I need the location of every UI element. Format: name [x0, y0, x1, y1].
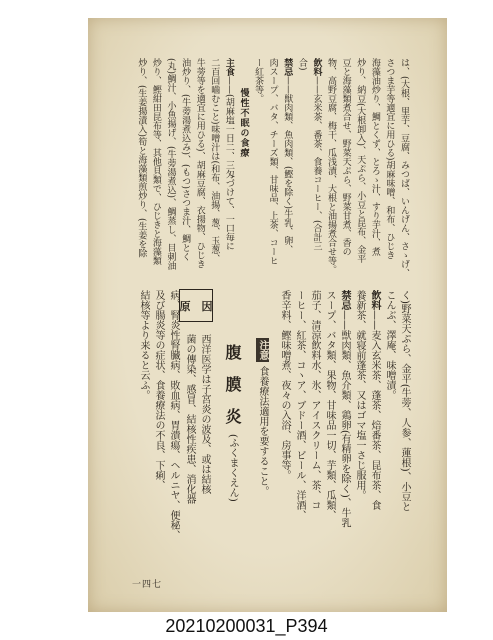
section-title-reading: (ふくまくえん) — [227, 434, 238, 502]
text-column — [367, 58, 382, 284]
cause-label-box — [179, 289, 213, 322]
text-column — [367, 290, 382, 554]
text-column — [280, 58, 295, 284]
column-text: 炒り、納豆(大根卸入)、天ぷら、小豆と昆布、金平 — [355, 58, 366, 264]
text-column — [352, 290, 367, 554]
text-column — [353, 58, 368, 284]
text-column: 結核等より来ると云ふ。 — [138, 290, 149, 400]
column-text: 合) — [296, 58, 307, 71]
upper-text-block — [133, 58, 411, 284]
text-column — [265, 58, 280, 284]
column-label: 飲料 — [369, 290, 380, 310]
text-column — [338, 58, 353, 284]
text-column — [337, 290, 352, 554]
text-column: 及び腸炎等の症状、食養療法の不良、下痢、 — [153, 290, 164, 490]
text-column — [397, 290, 412, 554]
column-text: スープ、バタ類、果物、甘味品一切、芋類、瓜類、 — [324, 290, 335, 520]
text-column — [250, 58, 265, 284]
text-column — [163, 58, 178, 284]
column-text: 物、高野豆腐、梅干、瓜浅漬、大根と油揚煮合せ等。 — [326, 58, 337, 274]
column-text: 養新茶、就寝前蓬茶、又はゴマ塩一さじ服用。 — [354, 290, 365, 500]
text-column — [221, 58, 236, 284]
image-caption: 20210200031_P394 — [165, 616, 328, 636]
page-number: 一四七 — [132, 580, 163, 590]
text-column — [148, 58, 163, 284]
column-text: 牛蒡等を適宜に用ひる)、胡麻豆腐、衣揚物、ひじき — [194, 58, 205, 269]
column-text: 香辛料、鰹味噌煮、夜々の入浴、房事等。 — [279, 290, 290, 480]
column-text: く)野菜天ぷら、金平(牛蒡、人参、蓮根)、小豆と — [399, 290, 410, 512]
text-column — [309, 58, 324, 284]
text-column: 病、腎炎性腎臓病、敗血病、胃潰瘍、ヘルニヤ、便秘、 — [168, 290, 179, 540]
section-title-block — [221, 344, 243, 554]
section-title: 腹 膜 炎 — [223, 344, 242, 424]
column-text: ——麦入玄米茶、蓬茶、焙番茶、昆布茶、食 — [369, 310, 380, 510]
section-heading: 慢性不眠の食療 — [238, 88, 249, 158]
column-text: 肉スープ、バタ、チーズ類、甘味品、上茶、コーヒ — [267, 58, 278, 265]
column-text: 二百回嚙むこと)味噌汁は(和布、油揚、葱、玉葱、 — [209, 58, 220, 264]
text-column: 西洋医学は子宮炎の波及、或は結核 — [199, 334, 210, 494]
text-column — [382, 290, 397, 554]
column-label: 禁忌 — [282, 58, 293, 76]
column-text: 油炒り、(牛蒡湯煮込み)、(もつ)さつま汁、鯛とく — [180, 58, 191, 262]
column-text: ーヒー、紅茶、コヽア、ブドー酒、ビール、洋酒、 — [294, 290, 305, 520]
note-label: 注意 — [257, 340, 268, 360]
column-text: 炒り、鰹紺田昆布等、其他貝類で、ひじきと海藻類 — [150, 58, 161, 265]
lower-text-block — [277, 290, 412, 554]
text-column — [277, 290, 292, 554]
note-text: 食養療法適用を要すること。 — [257, 366, 268, 496]
column-text: こんぶ、澤庵、味噌漬。 — [384, 290, 395, 400]
text-column — [307, 290, 322, 554]
cause-label: 原 因 — [179, 299, 213, 313]
column-text: ——(胡麻塩一日二、三匁づけて、一口毎に — [223, 76, 234, 251]
cause-text-block — [136, 290, 181, 554]
column-label: 飲料 — [311, 58, 322, 76]
text-column — [134, 58, 149, 284]
column-text: 海藻油炒り、鯛とくず、とろゝ汁、すり芋汁、煮 — [369, 58, 380, 256]
column-text: ー紅茶等。 — [253, 58, 264, 103]
column-text: さつま芋等適宜に用ひる)胡麻味噌、和布、ひじき — [384, 58, 395, 260]
note — [255, 338, 270, 553]
column-text: 豆と海藻類煮合せ、野菜天ぷら、野菜甘煮、香の — [340, 58, 351, 256]
text-column — [292, 290, 307, 554]
column-text: (丸)鯛汁、小魚揚げ、(牛蒡湯煮込)、鯛蒸し、目刺油 — [165, 58, 176, 271]
text-column — [207, 58, 222, 284]
column-label: 禁忌 — [339, 290, 350, 310]
text-column — [192, 58, 207, 284]
column-text: ——獣肉類、魚肉類、(鰹を除く)牛乳、卵、 — [282, 76, 293, 255]
text-column — [294, 58, 309, 284]
text-column — [396, 58, 411, 284]
column-text: は、(大根、里芋、豆腐、みつば、いんげん、さゝげ、 — [399, 58, 409, 278]
column-text: 茄子、清涼飲料水、氷、アイスクリーム、茶、コ — [309, 290, 320, 510]
column-text: ——玄米茶、番茶、食養コーヒー、(合計三 — [311, 76, 322, 251]
column-text: ——獣肉類、魚介類、鶏卵(有精卵を除く)、牛乳 — [339, 310, 350, 528]
text-column — [322, 290, 337, 554]
column-label: 主食 — [223, 58, 234, 76]
text-column — [382, 58, 397, 284]
text-column — [178, 58, 193, 284]
column-text: 炒り、(生姜揚漬入)筍と海藻類煎炒り、(生姜を除 — [136, 58, 147, 258]
text-column: 菌の傳染、感冒、結核性疾患、消化器 — [184, 334, 195, 504]
text-column — [323, 58, 338, 284]
cause-text-block-indented — [182, 334, 212, 552]
